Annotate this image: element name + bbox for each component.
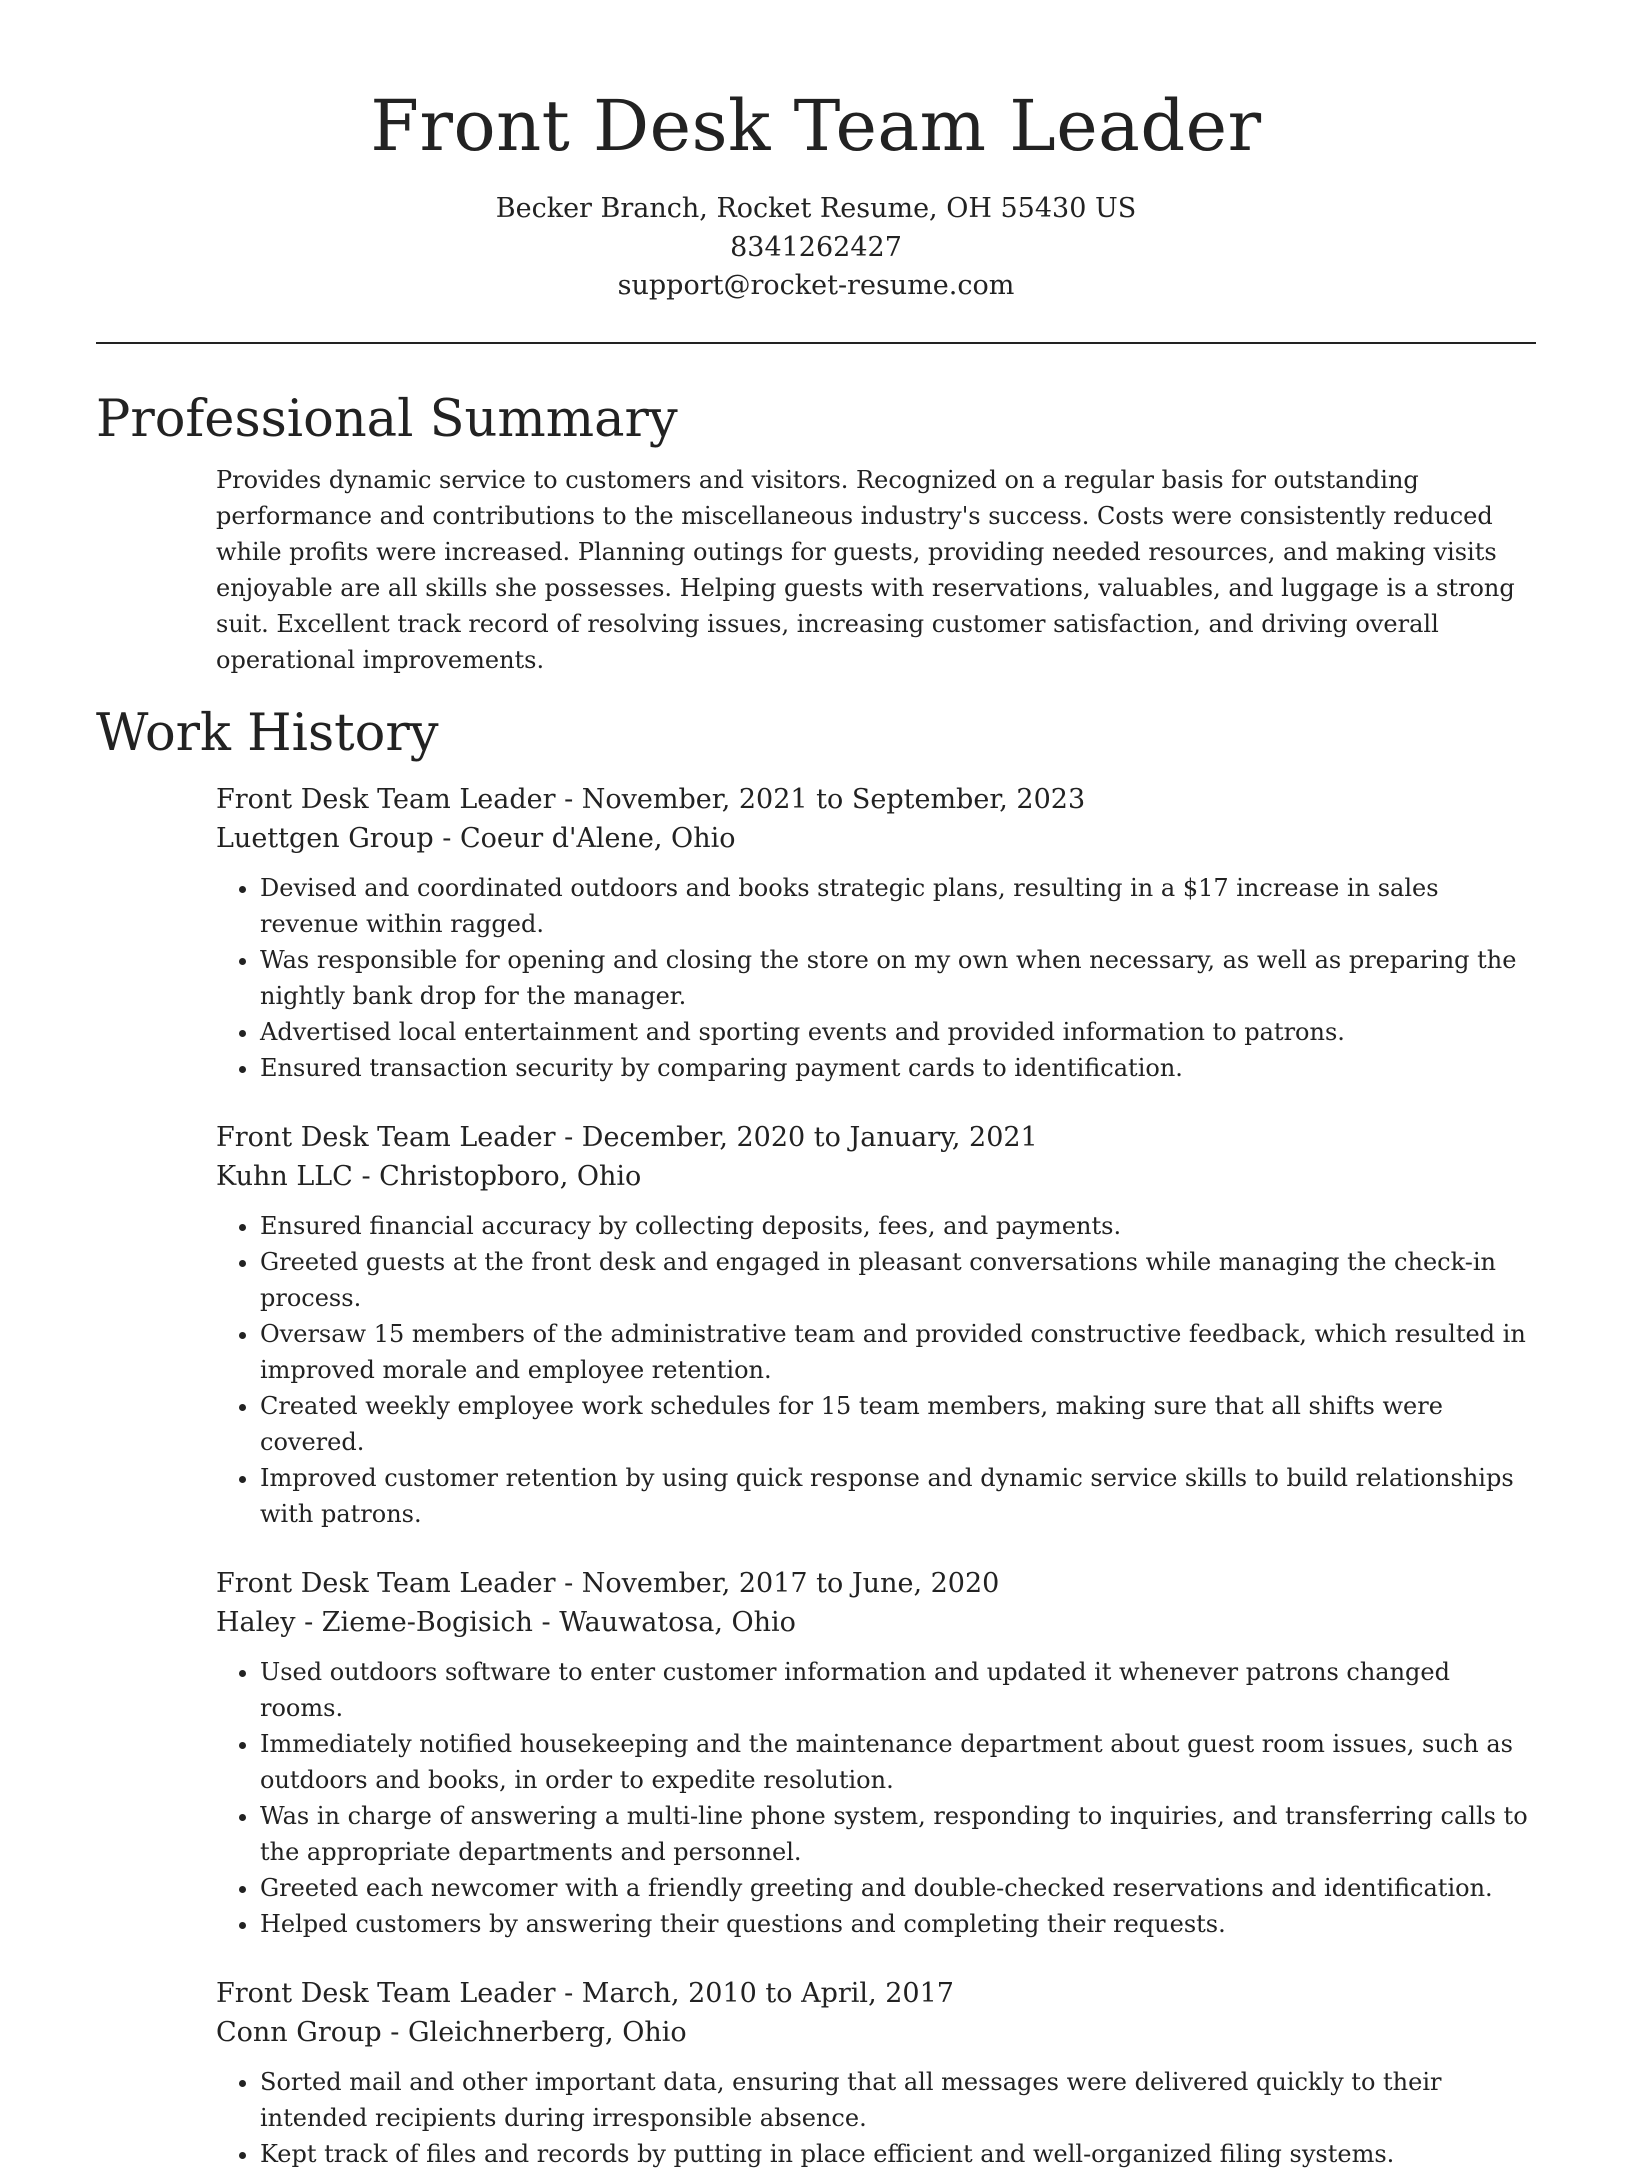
summary-text: Provides dynamic service to customers and visitors. Recognized on a regular basis for outstanding performance and contributions to the miscellaneous industry's success. Costs were consistently reduced while profits were increased. Planning outings for guests, providing needed resources, and making visits enjoyable are all skills she possesses. Helping guests with reservations, valuables, and luggage is a strong suit. Excellent track record of resolving issues, increasing customer satisfaction, and driving overall operational improvements. [216, 465, 1515, 674]
job-title-line [216, 1118, 1536, 1157]
separator: - [532, 1606, 560, 1638]
bullet-item: • Created weekly employee work schedules for 15 team members, making sure that all shifts were covered. [260, 1388, 1536, 1460]
job-dates: November, 2017 to June, 2020 [581, 1567, 1000, 1599]
job-title: Front Desk Team Leader [216, 1121, 556, 1153]
job-dates: March, 2010 to April, 2017 [581, 1977, 954, 2009]
bullet-item: • Oversaw 15 members of the administrative team and provided constructive feedback, which resulted in improved morale and employee retention. [260, 1316, 1536, 1388]
job-bullets [216, 1208, 1536, 1532]
job-bullets [216, 1654, 1536, 1942]
bullet-item: • Was in charge of answering a multi-line phone system, responding to inquiries, and transferring calls to the appropriate departments and personnel. [260, 1798, 1536, 1870]
job-entry [216, 780, 1536, 1086]
separator: - [381, 2016, 408, 2048]
work-history-heading: Work History [96, 703, 439, 763]
bullet-item: • Used outdoors software to enter customer information and updated it whenever patrons changed rooms. [260, 1654, 1536, 1726]
job-title-line [216, 1974, 1536, 2013]
address: Becker Branch, Rocket Resume, OH 55430 US [495, 193, 1137, 224]
job-entry [216, 1118, 1536, 1532]
bullet-item: • Greeted each newcomer with a friendly greeting and double-checked reservations and identification. [260, 1870, 1536, 1906]
job-company-line [216, 2013, 1536, 2052]
job-title: Front Desk Team Leader [216, 1567, 556, 1599]
job-list [96, 780, 1536, 2172]
job-entry [216, 1974, 1536, 2172]
separator: - [555, 1977, 582, 2009]
summary-heading: Professional Summary [96, 389, 678, 449]
bullet-item: • Greeted guests at the front desk and engaged in pleasant conversations while managing the check-in process. [260, 1244, 1536, 1316]
bullet-item: • Improved customer retention by using quick response and dynamic service skills to build relationships with patrons. [260, 1460, 1536, 1532]
company-name: Luettgen Group [216, 822, 434, 854]
job-location: Gleichnerberg, Ohio [407, 2016, 687, 2048]
bullet-item: • Devised and coordinated outdoors and books strategic plans, resulting in a $17 increase in sales revenue within ragged. [260, 870, 1536, 942]
job-bullets [216, 2064, 1536, 2172]
bullet-item: • Advertised local entertainment and sporting events and provided information to patrons. [260, 1014, 1536, 1050]
job-location: Coeur d'Alene, Ohio [459, 822, 736, 854]
summary-section [96, 388, 1536, 678]
job-title: Front Desk Team Leader [216, 783, 556, 815]
bullet-item: • Ensured financial accuracy by collecting deposits, fees, and payments. [260, 1208, 1536, 1244]
bullet-item: • Ensured transaction security by comparing payment cards to identification. [260, 1050, 1536, 1086]
job-dates: December, 2020 to January, 2021 [581, 1121, 1038, 1153]
work-history-section [96, 702, 1536, 2172]
separator: - [555, 1121, 582, 1153]
bullet-item: • Was responsible for opening and closing the store on my own when necessary, as well as preparing the nightly bank drop for the manager. [260, 942, 1536, 1014]
job-company-line [216, 1157, 1536, 1196]
separator: - [433, 822, 460, 854]
job-bullets [216, 870, 1536, 1086]
job-title: Front Desk Team Leader [216, 1977, 556, 2009]
job-entry [216, 1564, 1536, 1942]
job-title-line [216, 780, 1536, 819]
job-dates: November, 2021 to September, 2023 [581, 783, 1086, 815]
contact-info [96, 190, 1536, 306]
phone: 8341262427 [730, 231, 902, 263]
bullet-item: • Sorted mail and other important data, ensuring that all messages were delivered quickly to their intended recipients during irresponsible absence. [260, 2064, 1536, 2136]
candidate-name: Front Desk Team Leader [370, 85, 1262, 167]
separator: - [555, 783, 582, 815]
separator: - [352, 1160, 380, 1192]
resume-header [96, 0, 1536, 306]
job-location: Christopboro, Ohio [379, 1160, 642, 1192]
bullet-item: • Immediately notified housekeeping and the maintenance department about guest room issues, such as outdoors and books, in order to expedite resolution. [260, 1726, 1536, 1798]
job-location: Wauwatosa, Ohio [559, 1606, 796, 1638]
company-name: Kuhn LLC [216, 1160, 353, 1192]
bullet-item: • Kept track of files and records by putting in place efficient and well-organized filing systems. [260, 2136, 1536, 2172]
email: support@rocket-resume.com [617, 270, 1015, 301]
job-company-line [216, 1603, 1536, 1642]
company-name: Conn Group [216, 2016, 382, 2048]
company-name: Haley - Zieme-Bogisich [216, 1606, 533, 1638]
header-divider [96, 342, 1536, 344]
separator: - [555, 1567, 582, 1599]
bullet-item: • Helped customers by answering their questions and completing their requests. [260, 1906, 1536, 1942]
job-title-line [216, 1564, 1536, 1603]
job-company-line [216, 819, 1536, 858]
